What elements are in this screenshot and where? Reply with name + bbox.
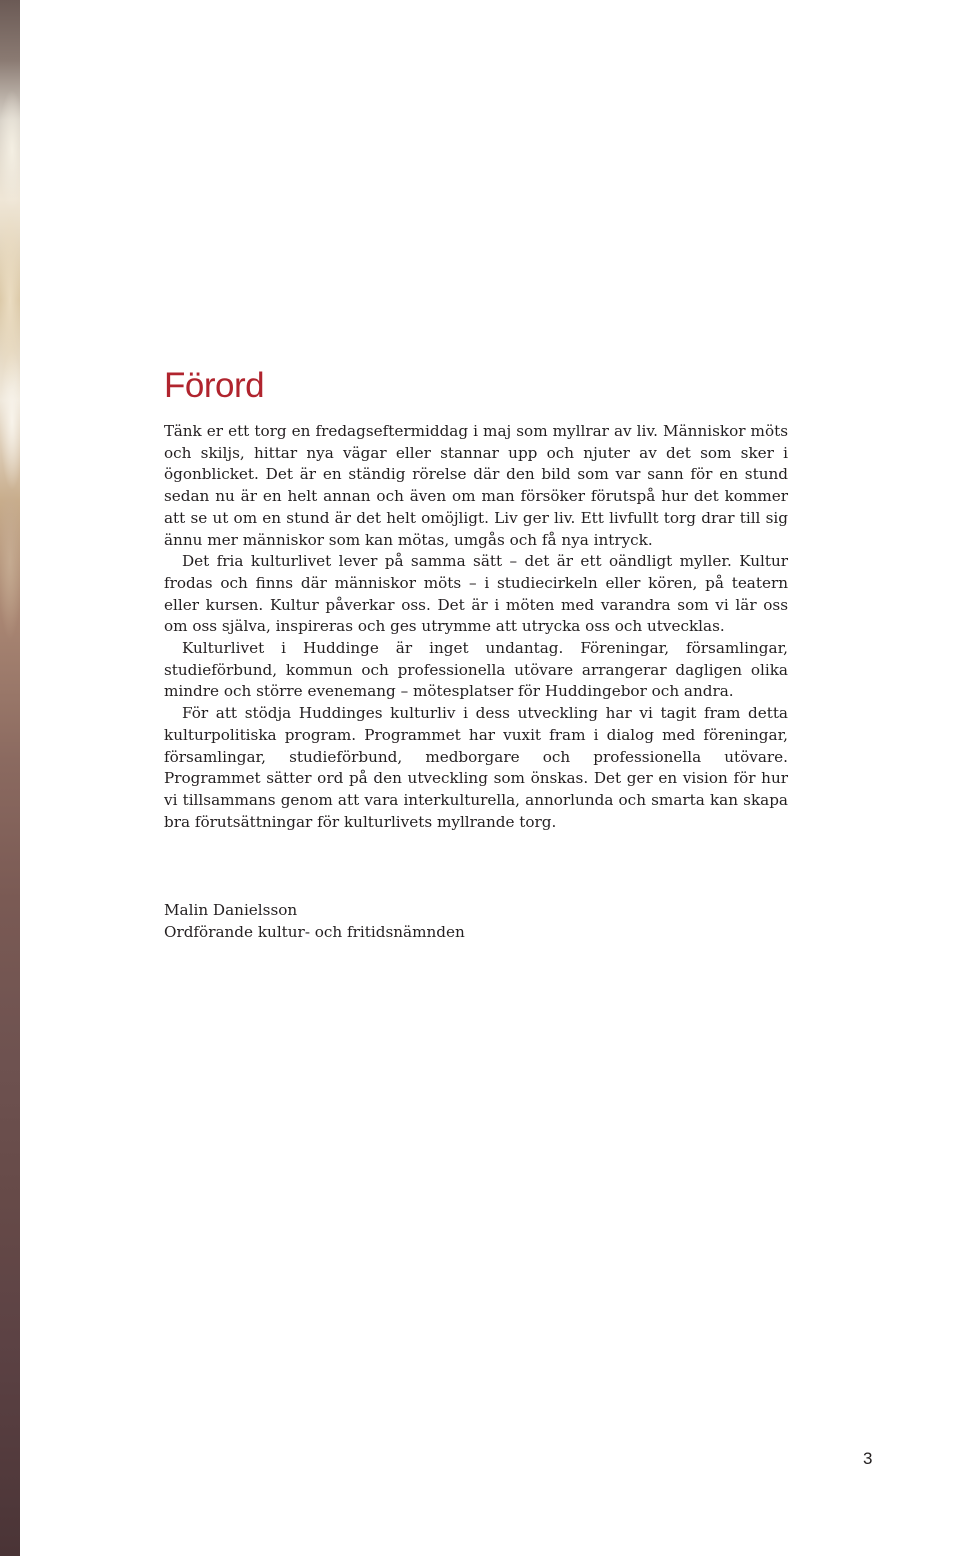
signature-name: Malin Danielsson [164, 901, 298, 919]
foreword-section [164, 364, 788, 833]
paragraph-3: Kulturlivet i Huddinge är inget undantag. Föreningar, församlingar, studieförbund, kommun och professionella utövare arrangerar dagligen olika mindre och större evenemang – mötesplatser för Huddingebor och andra. [164, 639, 788, 701]
signature-title: Ordförande kultur- och fritidsnämnden [164, 922, 465, 941]
signature-block [164, 900, 465, 943]
cover-photo-edge [0, 0, 20, 1556]
page-title: Förord [164, 366, 265, 405]
paragraph-2: Det fria kulturlivet lever på samma sätt – det är ett oändligt myller. Kultur frodas och finns där människor möts – i studiecirkeln eller kören, på teatern eller kursen. Kultur påverkar oss. Det är i möten med varandra som vi lär oss om oss själva, inspireras och ges utrymme att utrycka oss och utvecklas. [164, 552, 788, 636]
paragraph-1: Tänk er ett torg en fredagseftermiddag i maj som myllrar av liv. Människor möts och skiljs, hittar nya vägar eller stannar upp och njuter av det som sker i ögonblicket. Det är en ständig rörelse där den bild som var sann för en stund sedan nu är en helt annan och även om man försöker förutspå hur det kommer att se ut om en stund är det helt omöjligt. Liv ger liv. Ett livfullt torg drar till sig ännu mer människor som kan mötas, umgås och få nya intryck. [164, 422, 788, 549]
paragraph-4: För att stödja Huddinges kulturliv i dess utveckling har vi tagit fram detta kulturpolitiska program. Programmet har vuxit fram i dialog med föreningar, församlingar, studieförbund, medborgare och professionella utövare. Programmet sätter ord på den utveckling som önskas. Det ger en vision för hur vi tillsammans genom att vara interkulturella, annorlunda och smarta kan skapa bra förutsättningar för kulturlivets myllrande torg. [164, 704, 788, 831]
page-number: 3 [863, 1449, 873, 1468]
